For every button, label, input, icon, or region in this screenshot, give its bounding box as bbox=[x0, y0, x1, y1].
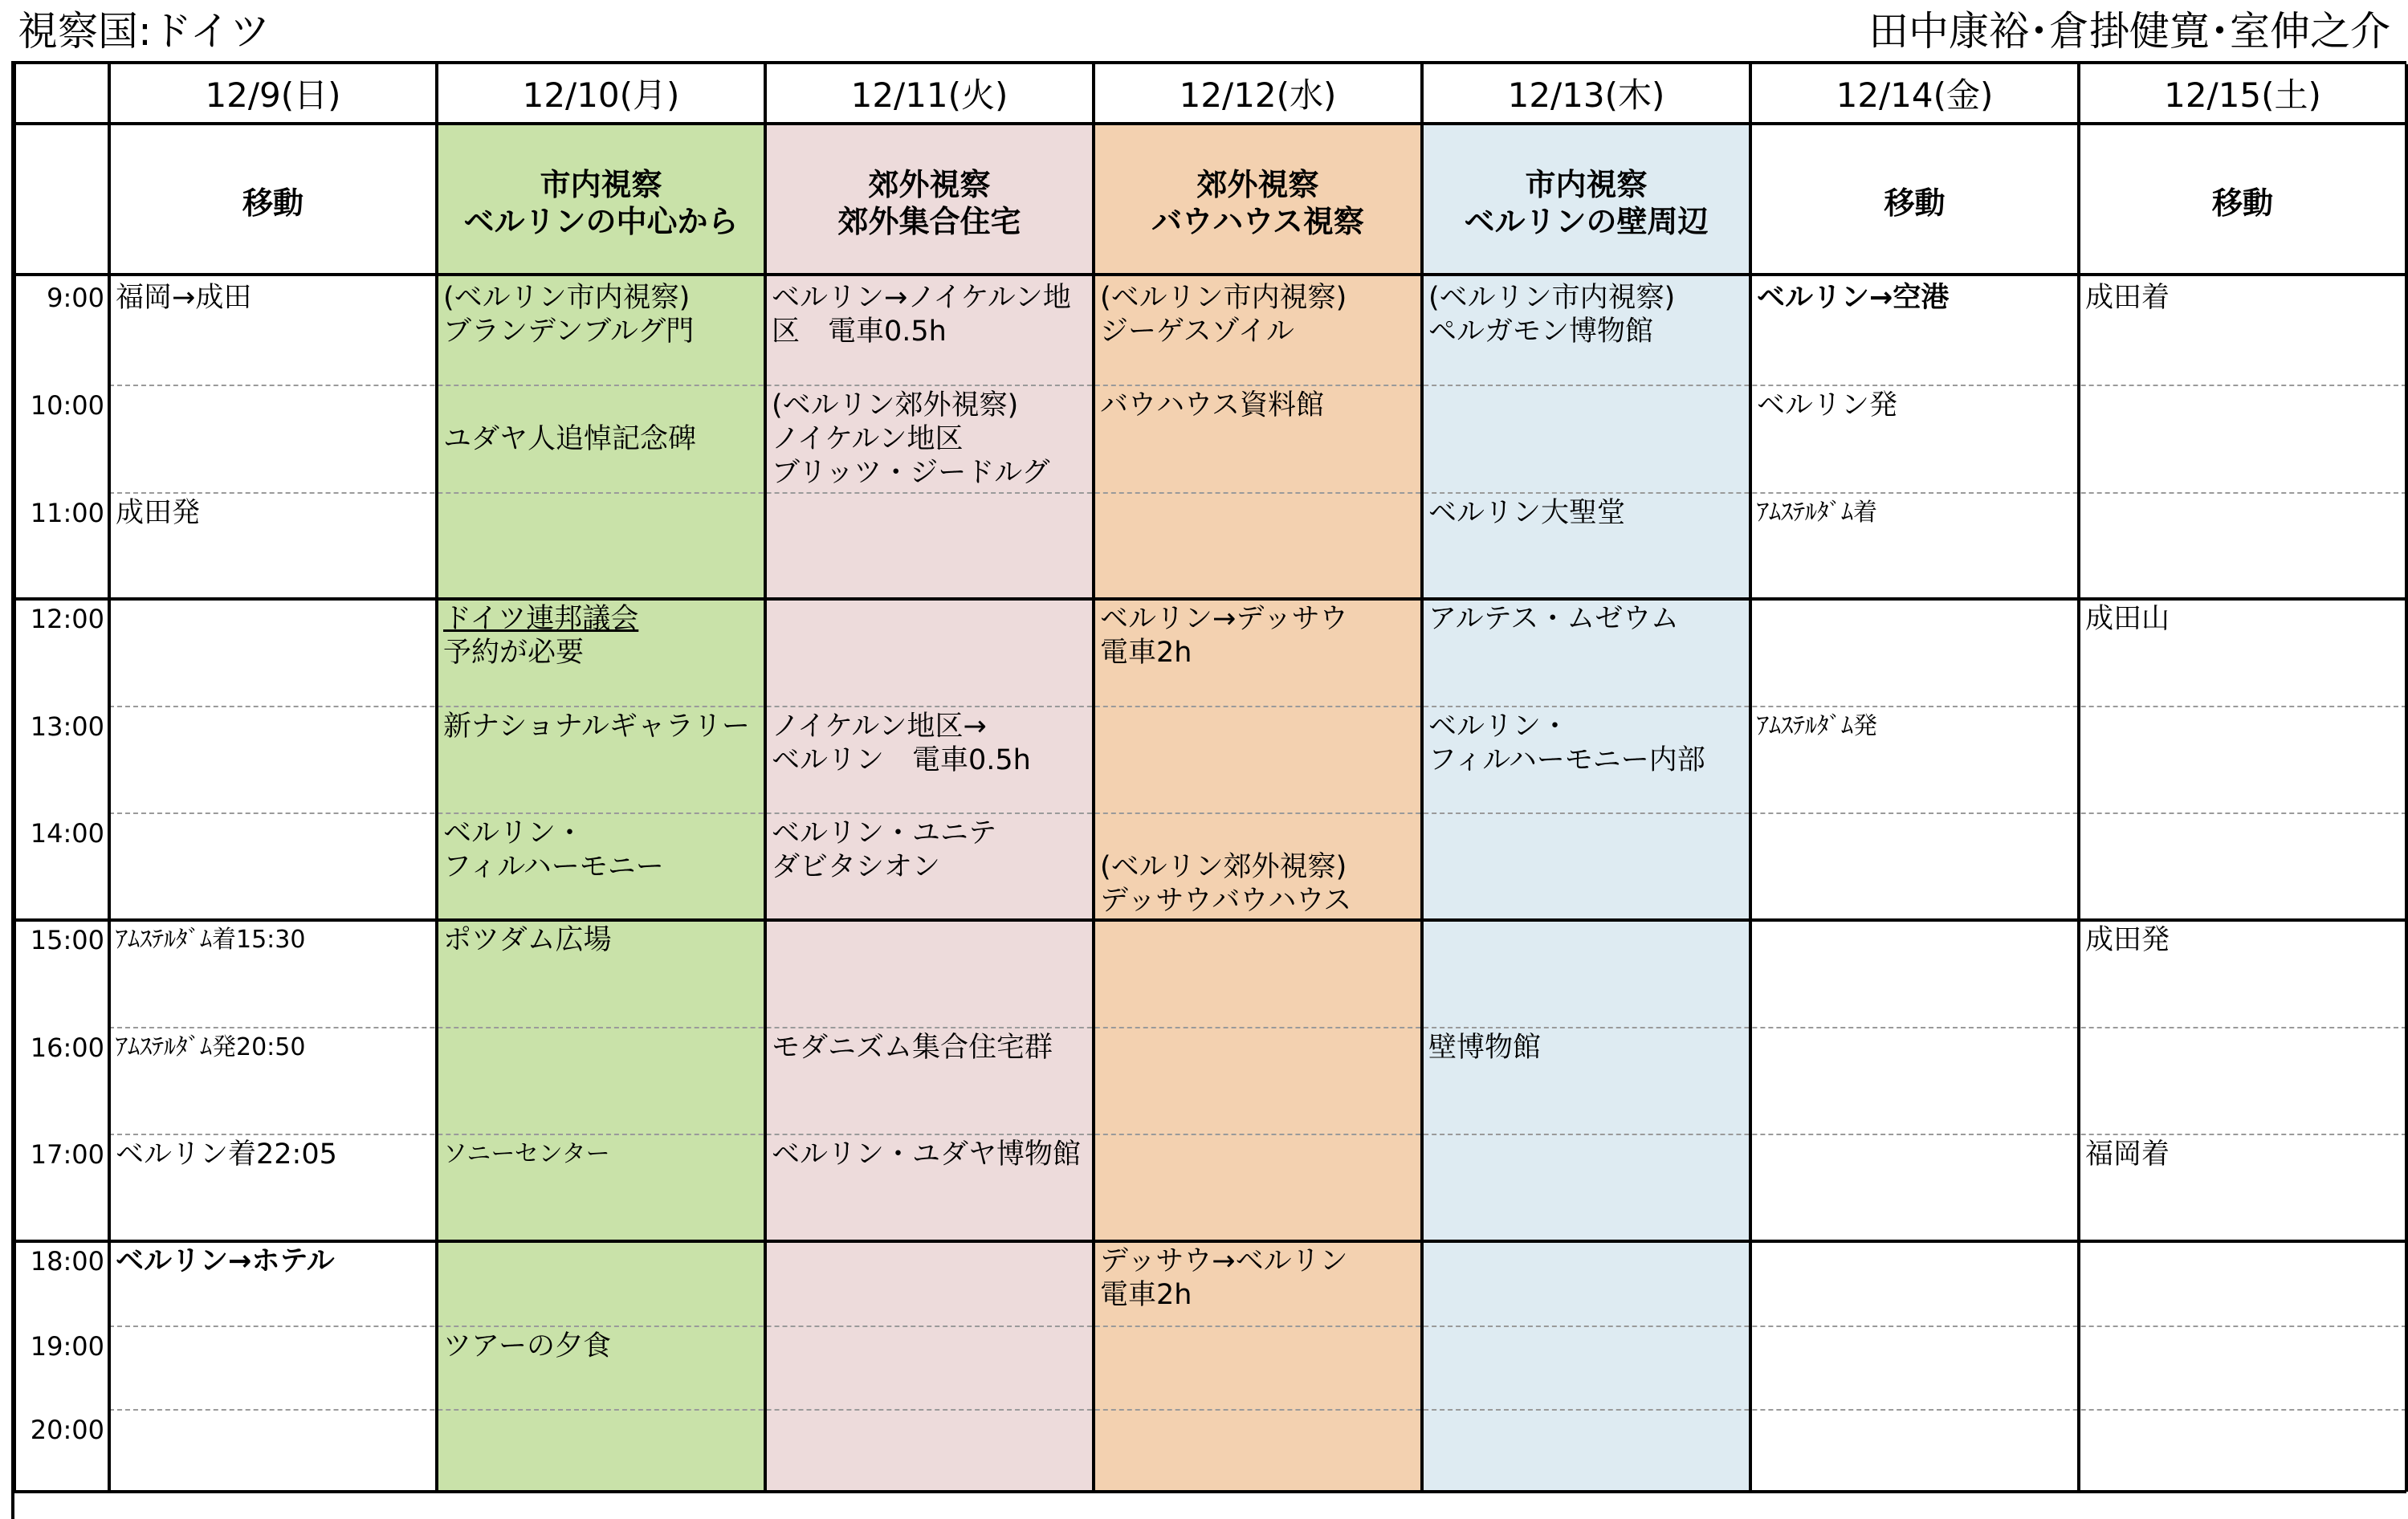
schedule-event-line: ベルリン→ホテル bbox=[116, 1245, 335, 1277]
schedule-event-line: ベルリン→ノイケルン地 bbox=[772, 282, 1071, 314]
day-header-date: 12/12(水) bbox=[1179, 75, 1337, 115]
schedule-event-line: (ベルリン郊外視察) bbox=[1100, 851, 1347, 883]
time-label: 9:00 bbox=[47, 283, 104, 313]
row-divider bbox=[14, 1240, 2406, 1243]
time-label: 20:00 bbox=[30, 1415, 104, 1445]
column-divider bbox=[2405, 64, 2408, 1492]
schedule-event-line: ブランデンブルグ門 bbox=[443, 316, 695, 348]
schedule-event bbox=[116, 281, 251, 315]
schedule-event-line: ベルリン大聖堂 bbox=[1428, 497, 1626, 529]
schedule-event-line: ツアーの夕食 bbox=[443, 1330, 611, 1362]
authors: 田中康裕･倉掛健寛･室伸之介 bbox=[1868, 8, 2390, 55]
schedule-event-line: (ベルリン郊外視察) bbox=[772, 389, 1019, 421]
time-label: 18:00 bbox=[30, 1246, 104, 1277]
schedule-event bbox=[772, 281, 1071, 348]
schedule-event-line: 福岡→成田 bbox=[116, 282, 252, 314]
schedule-event-line: フィルハーモニー bbox=[443, 851, 664, 883]
schedule-event bbox=[116, 1244, 335, 1278]
column-divider bbox=[435, 64, 438, 1492]
schedule-event-line: 電車2h bbox=[1100, 1279, 1192, 1311]
row-divider bbox=[14, 597, 2406, 601]
time-label: 16:00 bbox=[30, 1032, 104, 1063]
schedule-event-line: ダビタシオン bbox=[772, 851, 941, 883]
row-divider bbox=[14, 918, 2406, 922]
schedule-event bbox=[772, 710, 1031, 777]
column-divider bbox=[2077, 64, 2080, 1492]
day-column-fill bbox=[111, 124, 437, 1492]
schedule-event-line: ベルリン→空港 bbox=[1757, 282, 1950, 314]
day-theme-line: 移動 bbox=[1884, 185, 1946, 221]
day-theme bbox=[1094, 128, 1422, 278]
schedule-event-line: ベルリン・ユニテ bbox=[772, 817, 997, 849]
row-divider bbox=[14, 1490, 2406, 1493]
schedule-event-line: (ベルリン市内視察) bbox=[1428, 282, 1676, 314]
schedule-event bbox=[1757, 281, 1949, 315]
schedule-event bbox=[443, 1330, 611, 1363]
schedule-event bbox=[1757, 710, 1877, 743]
schedule-event-line: 予約が必要 bbox=[443, 637, 585, 669]
day-theme-line: 市内視察 bbox=[1525, 167, 1648, 202]
day-header-date: 12/15(土) bbox=[2164, 75, 2321, 115]
day-theme-line: ベルリンの中心から bbox=[463, 204, 739, 239]
schedule-event bbox=[2085, 281, 2170, 315]
schedule-event bbox=[443, 1138, 610, 1171]
time-label: 13:00 bbox=[30, 711, 104, 742]
schedule-event-line: ベルリン・ bbox=[443, 817, 585, 849]
schedule-event bbox=[1428, 602, 1679, 636]
schedule-event-line: 電車2h bbox=[1100, 637, 1192, 669]
schedule-event-line: 新ナショナルギャラリー bbox=[443, 711, 750, 743]
hour-divider bbox=[109, 1409, 2406, 1411]
schedule-event bbox=[443, 422, 696, 456]
hour-divider bbox=[109, 1027, 2406, 1028]
day-theme-line: 移動 bbox=[2211, 185, 2273, 221]
day-theme bbox=[2079, 128, 2406, 278]
day-header-date: 12/11(火) bbox=[850, 75, 1008, 115]
schedule-event bbox=[1100, 389, 1324, 422]
schedule-event-line: 福岡着 bbox=[2085, 1138, 2170, 1171]
schedule-event-line: 壁博物館 bbox=[1428, 1032, 1542, 1064]
time-label: 11:00 bbox=[30, 498, 104, 528]
schedule-event-line: (ベルリン市内視察) bbox=[443, 282, 691, 314]
day-column-fill bbox=[1752, 124, 2079, 1492]
day-header-date: 12/10(月) bbox=[522, 75, 680, 115]
day-theme-line: 移動 bbox=[242, 185, 304, 221]
schedule-event bbox=[1757, 496, 1877, 530]
schedule-event bbox=[772, 1138, 1081, 1171]
schedule-event bbox=[772, 1031, 1053, 1065]
hour-divider bbox=[109, 812, 2406, 814]
schedule-event-line: 成田発 bbox=[116, 497, 201, 529]
schedule-event-line: デッサウ→ベルリン bbox=[1100, 1245, 1348, 1277]
schedule-event-line: ベルリン・ bbox=[1428, 711, 1570, 743]
schedule-event-line: ドイツ連邦議会 bbox=[443, 603, 639, 635]
schedule-event-line: ｱﾑｽﾃﾙﾀﾞﾑ着15:30 bbox=[116, 926, 306, 954]
schedule-event-line: ベルリン着22:05 bbox=[116, 1138, 337, 1171]
schedule-event bbox=[772, 389, 1050, 490]
schedule-event-line: バウハウス資料館 bbox=[1100, 389, 1324, 421]
schedule-event-line: ベルリン 電車0.5h bbox=[772, 744, 1031, 776]
time-label: 17:00 bbox=[30, 1139, 104, 1170]
schedule-event bbox=[1428, 281, 1675, 348]
schedule-event bbox=[116, 1031, 305, 1065]
time-label: 19:00 bbox=[30, 1331, 104, 1362]
day-theme bbox=[1422, 128, 1750, 278]
column-divider bbox=[1092, 64, 1095, 1492]
schedule-event bbox=[1428, 496, 1625, 530]
schedule-event bbox=[2085, 1138, 2170, 1171]
day-theme-line: バウハウス視察 bbox=[1151, 204, 1364, 239]
schedule-event bbox=[1100, 1244, 1348, 1312]
schedule-event-line: (ベルリン市内視察) bbox=[1100, 282, 1347, 314]
schedule-event-line: ｱﾑｽﾃﾙﾀﾞﾑ発 bbox=[1757, 712, 1877, 740]
day-theme-line: 市内視察 bbox=[540, 167, 662, 202]
hour-divider bbox=[109, 1326, 2406, 1327]
schedule-event-line: ソニーセンター bbox=[443, 1140, 610, 1168]
schedule-event bbox=[443, 281, 694, 348]
schedule-event-line: ノイケルン地区 bbox=[772, 423, 964, 455]
schedule-event-line: ベルリン・ユダヤ博物館 bbox=[772, 1138, 1082, 1171]
day-theme bbox=[1750, 128, 2079, 278]
schedule-event-line: ｱﾑｽﾃﾙﾀﾞﾑ着 bbox=[1757, 499, 1877, 527]
day-theme-line: ベルリンの壁周辺 bbox=[1464, 204, 1709, 239]
schedule-event-line: ユダヤ人追悼記念碑 bbox=[443, 423, 697, 455]
page-title: 視察国:ドイツ bbox=[18, 8, 271, 55]
time-label: 12:00 bbox=[30, 604, 104, 634]
hour-divider bbox=[109, 492, 2406, 494]
schedule-event bbox=[1100, 281, 1347, 348]
day-theme-line: 郊外視察 bbox=[1196, 167, 1319, 202]
schedule-event bbox=[1757, 389, 1897, 422]
schedule-table bbox=[11, 61, 2406, 1519]
schedule-event bbox=[443, 602, 638, 670]
schedule-event-line: ペルガモン博物館 bbox=[1428, 316, 1654, 348]
column-divider bbox=[764, 64, 767, 1492]
day-theme bbox=[437, 128, 765, 278]
day-theme bbox=[109, 128, 437, 278]
schedule-event bbox=[443, 923, 612, 957]
schedule-event bbox=[2085, 602, 2170, 636]
schedule-event-line: デッサウバウハウス bbox=[1100, 885, 1352, 917]
column-divider bbox=[108, 64, 111, 1492]
time-label: 10:00 bbox=[30, 390, 104, 421]
hour-divider bbox=[109, 385, 2406, 386]
day-column-fill bbox=[2080, 124, 2406, 1492]
schedule-event-line: ブリッツ・ジードルグ bbox=[772, 457, 1050, 489]
schedule-event bbox=[1428, 1031, 1541, 1065]
schedule-event bbox=[1428, 710, 1705, 777]
schedule-event-line: ｱﾑｽﾃﾙﾀﾞﾑ発20:50 bbox=[116, 1033, 306, 1061]
schedule-event-line: ポツダム広場 bbox=[443, 924, 612, 956]
schedule-event bbox=[443, 817, 664, 884]
day-header-date: 12/9(日) bbox=[205, 75, 341, 115]
schedule-event-line: アルテス・ムゼウム bbox=[1428, 603, 1679, 635]
schedule-event bbox=[116, 496, 200, 530]
schedule-event-line: 区 電車0.5h bbox=[772, 316, 947, 348]
schedule-event bbox=[116, 923, 305, 957]
schedule-event-line: 成田着 bbox=[2085, 282, 2170, 314]
schedule-event-line: 成田発 bbox=[2085, 924, 2170, 956]
schedule-event bbox=[1100, 602, 1348, 670]
day-theme-line: 郊外視察 bbox=[868, 167, 991, 202]
time-label: 15:00 bbox=[30, 925, 104, 955]
row-divider bbox=[14, 122, 2406, 125]
schedule-event bbox=[772, 817, 996, 884]
day-theme-line: 郊外集合住宅 bbox=[837, 204, 1021, 239]
day-header-date: 12/13(木) bbox=[1507, 75, 1665, 115]
schedule-event bbox=[116, 1138, 337, 1171]
column-divider bbox=[1749, 64, 1752, 1492]
schedule-event-line: ベルリン→デッサウ bbox=[1100, 603, 1348, 635]
schedule-event bbox=[1100, 850, 1351, 918]
schedule-event-line: ベルリン発 bbox=[1757, 389, 1898, 421]
schedule-event bbox=[2085, 923, 2170, 957]
day-header-date: 12/14(金) bbox=[1836, 75, 1994, 115]
time-label: 14:00 bbox=[30, 818, 104, 849]
schedule-event-line: 成田山 bbox=[2085, 603, 2170, 635]
schedule-event-line: モダニズム集合住宅群 bbox=[772, 1032, 1053, 1064]
hour-divider bbox=[109, 1134, 2406, 1135]
schedule-event-line: ジーゲスゾイル bbox=[1100, 316, 1294, 348]
schedule-event-line: ノイケルン地区→ bbox=[772, 711, 987, 743]
day-theme bbox=[765, 128, 1094, 278]
column-divider bbox=[1420, 64, 1424, 1492]
hour-divider bbox=[109, 706, 2406, 707]
schedule-event bbox=[443, 710, 750, 743]
schedule-event-line: フィルハーモニー内部 bbox=[1428, 744, 1705, 776]
